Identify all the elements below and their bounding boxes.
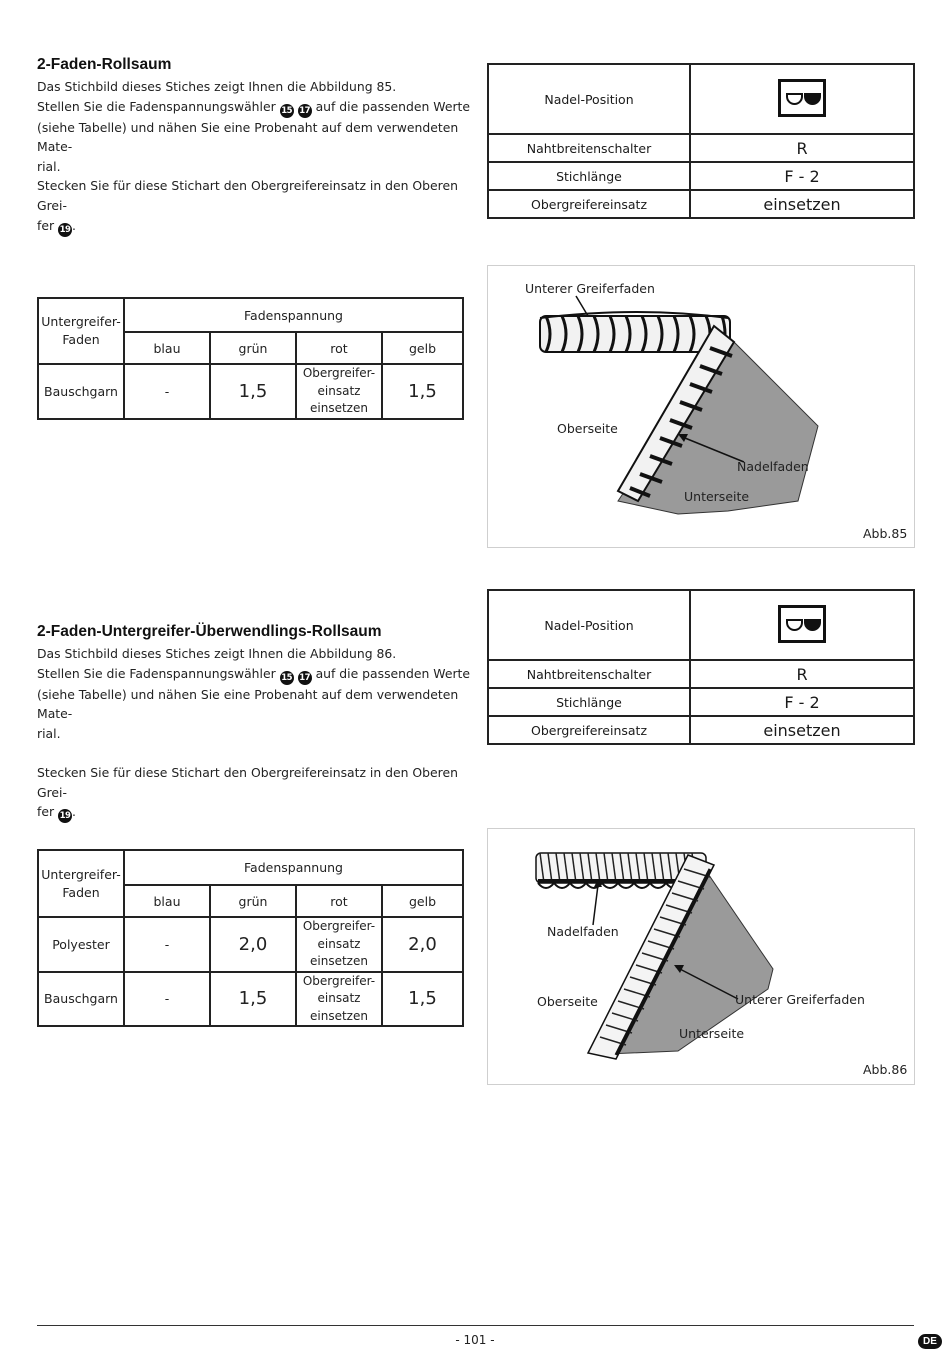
cell-gelb: 1,5 (382, 972, 463, 1027)
column-gelb: gelb (382, 332, 463, 364)
fadenspannung-header: Fadenspannung (124, 850, 463, 885)
marker-17-icon: 17 (299, 672, 311, 683)
body-line: Stecken Sie für diese Stichart den Obergreifereinsatz in den Oberen Grei- (37, 764, 458, 800)
stitch-illustration-85 (488, 266, 914, 547)
obergreifereinsatz-label: Obergreifereinsatz (488, 190, 690, 218)
settings-table-85 (487, 63, 915, 219)
column-blau: blau (124, 885, 210, 917)
body-line: rial. (37, 725, 61, 741)
nadel-position-label: Nadel-Position (488, 590, 690, 660)
column-rot: rot (296, 332, 382, 364)
body-line: (siehe Tabelle) und nähen Sie eine Probenaht auf dem verwendeten Mate- (37, 119, 459, 155)
column-gruen: grün (210, 885, 296, 917)
column-blau: blau (124, 332, 210, 364)
label-nadelfaden: Nadelfaden (737, 459, 809, 474)
section1-body (37, 77, 477, 237)
body-line: rial. (37, 158, 61, 174)
cell-gruen: 1,5 (210, 364, 296, 419)
nahtbreitenschalter-label: Nahtbreitenschalter (488, 660, 690, 688)
tension-table-85 (37, 297, 464, 420)
language-badge: DE (918, 1334, 942, 1349)
nahtbreitenschalter-value: R (690, 660, 914, 688)
cell-rot: Obergreifer- einsatz einsetzen (296, 917, 382, 972)
untergreifer-faden-header: Untergreifer- Faden (38, 298, 124, 364)
tension-table-86 (37, 849, 464, 1027)
label-unterseite: Unterseite (684, 489, 750, 504)
figure-85 (487, 265, 915, 548)
row-label: Bauschgarn (38, 972, 124, 1027)
figure-caption: Abb.85 (863, 526, 908, 541)
label-unterseite: Unterseite (679, 1026, 745, 1041)
column-gelb: gelb (382, 885, 463, 917)
stichlaenge-label: Stichlänge (488, 162, 690, 190)
nahtbreitenschalter-label: Nahtbreitenschalter (488, 134, 690, 162)
section2-body (37, 644, 477, 823)
label-oberseite: Oberseite (557, 421, 618, 436)
marker-15-icon: 15 (281, 105, 293, 116)
body-line: fer 19 . (37, 804, 76, 822)
marker-19-icon: 19 (59, 224, 71, 235)
footer-rule (37, 1325, 914, 1326)
needle-position-icon (778, 79, 826, 117)
cell-rot: Obergreifer- einsatz einsetzen (296, 972, 382, 1027)
fadenspannung-header: Fadenspannung (124, 298, 463, 332)
body-line: (siehe Tabelle) und nähen Sie eine Probenaht auf dem verwendeten Mate- (37, 686, 459, 722)
obergreifereinsatz-value: einsetzen (690, 716, 914, 744)
needle-position-icon (778, 605, 826, 643)
body-line: Stecken Sie für diese Stichart den Obergreifereinsatz in den Oberen Grei- (37, 178, 458, 213)
marker-15-icon: 15 (281, 672, 293, 683)
label-unterer-greiferfaden: Unterer Greiferfaden (525, 281, 655, 296)
cell-blau: - (124, 364, 210, 419)
nadel-position-value (690, 64, 914, 134)
marker-17-icon: 17 (299, 105, 311, 116)
stichlaenge-label: Stichlänge (488, 688, 690, 716)
stichlaenge-value: F - 2 (690, 688, 914, 716)
cell-gruen: 1,5 (210, 972, 296, 1027)
body-line: Das Stichbild dieses Stiches zeigt Ihnen die Abbildung 85. (37, 79, 397, 94)
label-oberseite: Oberseite (537, 994, 598, 1009)
body-line: Stellen Sie die Fadenspannungswähler 15 17 auf die passenden Werte (37, 98, 471, 116)
untergreifer-faden-header: Untergreifer- Faden (38, 850, 124, 917)
stitch-illustration-86 (488, 829, 914, 1084)
table-row (38, 364, 463, 419)
body-line: fer 19 . (37, 217, 76, 235)
nadel-position-label: Nadel-Position (488, 64, 690, 134)
cell-blau: - (124, 972, 210, 1027)
cell-blau: - (124, 917, 210, 972)
label-nadelfaden: Nadelfaden (547, 924, 619, 939)
table-row (38, 972, 463, 1027)
label-unterer-greiferfaden: Unterer Greiferfaden (735, 992, 865, 1007)
body-line: Stellen Sie die Fadenspannungswähler 15 17 auf die passenden Werte (37, 665, 471, 683)
nahtbreitenschalter-value: R (690, 134, 914, 162)
cell-gelb: 1,5 (382, 364, 463, 419)
section-title-rollsaum: 2-Faden-Rollsaum (37, 56, 172, 73)
table-row (38, 917, 463, 972)
cell-gelb: 2,0 (382, 917, 463, 972)
marker-19-icon: 19 (59, 811, 71, 822)
figure-86 (487, 828, 915, 1085)
cell-rot: Obergreifer- einsatz einsetzen (296, 364, 382, 419)
obergreifereinsatz-value: einsetzen (690, 190, 914, 218)
column-rot: rot (296, 885, 382, 917)
column-gruen: grün (210, 332, 296, 364)
stichlaenge-value: F - 2 (690, 162, 914, 190)
row-label: Polyester (38, 917, 124, 972)
nadel-position-value (690, 590, 914, 660)
section-title-ueberwendlings-rollsaum: 2-Faden-Untergreifer-Überwendlings-Rollsaum (37, 623, 382, 640)
cell-gruen: 2,0 (210, 917, 296, 972)
page-number: - 101 - (455, 1333, 495, 1347)
figure-caption: Abb.86 (863, 1062, 908, 1077)
row-label: Bauschgarn (38, 364, 124, 419)
obergreifereinsatz-label: Obergreifereinsatz (488, 716, 690, 744)
body-line: Das Stichbild dieses Stiches zeigt Ihnen die Abbildung 86. (37, 646, 397, 661)
settings-table-86 (487, 589, 915, 745)
